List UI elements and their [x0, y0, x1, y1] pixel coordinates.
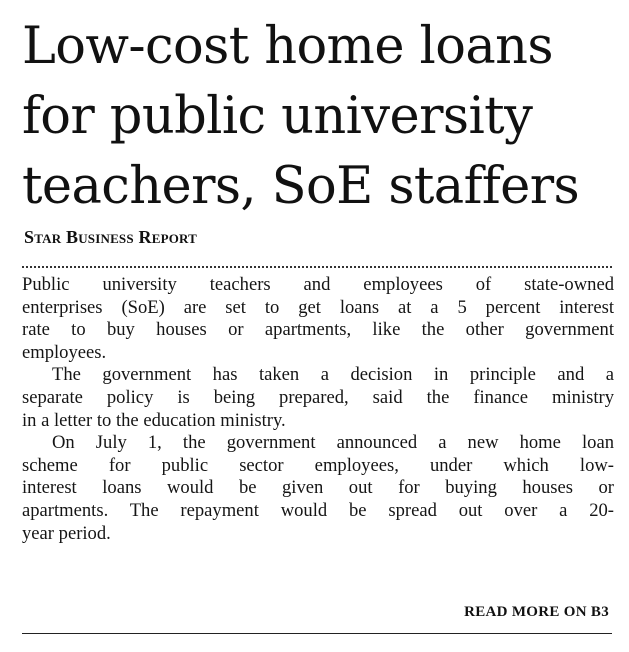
paragraph-1-line-3: rate to buy houses or apartments, like the other government — [22, 319, 614, 341]
read-more-link[interactable]: READ MORE ON B3 — [464, 604, 609, 620]
dotted-divider — [22, 266, 612, 268]
article-body — [22, 274, 614, 545]
paragraph-1 — [22, 274, 614, 364]
headline-line-1: Low-cost home loans — [22, 17, 553, 76]
headline-line-2: for public university — [22, 87, 533, 146]
paragraph-1-line-4: employees. — [22, 341, 107, 363]
paragraph-3-line-2: scheme for public sector employees, under which low- — [22, 454, 614, 476]
paragraph-2-line-1: The government has taken a decision in principle and a — [52, 364, 614, 386]
paragraph-3 — [22, 432, 614, 545]
paragraph-3-line-1: On July 1, the government announced a new home loan — [52, 432, 614, 454]
bottom-divider — [22, 633, 612, 634]
paragraph-3-line-3: interest loans would be given out for buying houses or — [22, 477, 614, 499]
paragraph-3-line-4: apartments. The repayment would be spread out over a 20- — [22, 499, 614, 521]
headline-line-3: teachers, SoE staffers — [22, 157, 580, 216]
paragraph-3-line-5: year period. — [22, 522, 111, 544]
paragraph-1-line-1: Public university teachers and employees of state-owned — [22, 274, 614, 295]
byline: Star Business Report — [24, 227, 198, 247]
paragraph-2-line-3: in a letter to the education ministry. — [22, 409, 286, 431]
paragraph-2-line-2: separate policy is being prepared, said the finance ministry — [22, 386, 614, 408]
headline — [22, 12, 622, 222]
paragraph-1-line-2: enterprises (SoE) are set to get loans at a 5 percent interest — [22, 296, 614, 318]
paragraph-2 — [22, 364, 614, 432]
